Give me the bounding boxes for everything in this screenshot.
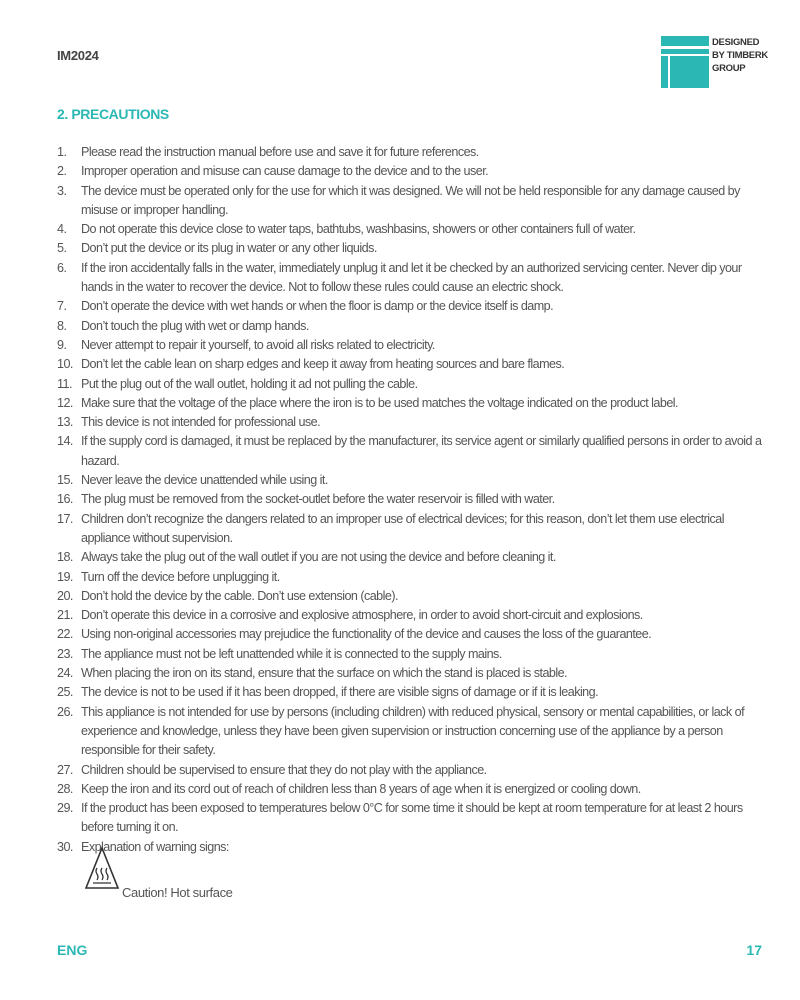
- model-number: IM2024: [57, 48, 99, 63]
- page-number: 17: [746, 942, 762, 958]
- logo-line-3: GROUP: [712, 63, 746, 74]
- precaution-number: 28.: [57, 781, 73, 796]
- precaution-text: If the iron accidentally falls in the water, immediately unplug it and let it be checked by an authorized servicing center. Never dip your hands in the water to recover the device. Not to follow these rules could cause an electric shock.: [81, 260, 742, 295]
- precaution-text: When placing the iron on its stand, ensure that the surface on which the stand is placed is stable.: [81, 666, 568, 681]
- precaution-item: [57, 394, 765, 413]
- precaution-number: 20.: [57, 588, 73, 603]
- precaution-number: 17.: [57, 511, 73, 526]
- precaution-item: [57, 761, 765, 780]
- precaution-text: Never attempt to repair it yourself, to avoid all risks related to electricity.: [81, 337, 435, 352]
- warning-caption: Caution! Hot surface: [122, 885, 233, 900]
- precaution-item: [57, 683, 765, 702]
- precaution-item: [57, 664, 765, 683]
- precaution-item: [57, 645, 765, 664]
- precaution-number: 18.: [57, 550, 73, 565]
- precaution-text: Make sure that the voltage of the place where the iron is to be used matches the voltage indicated on the product label.: [81, 395, 678, 410]
- precaution-item: [57, 587, 765, 606]
- hot-surface-icon: [84, 846, 120, 890]
- precaution-number: 15.: [57, 473, 73, 488]
- precaution-text: Improper operation and misuse can cause damage to the device and to the user.: [81, 164, 489, 179]
- precaution-number: 2.: [57, 164, 67, 179]
- warning-sign: [84, 846, 384, 906]
- precaution-text: Children should be supervised to ensure that they do not play with the appliance.: [81, 762, 487, 777]
- precaution-text: Keep the iron and its cord out of reach of children less than 8 years of age when it is energized or cooling down.: [81, 781, 641, 796]
- precaution-number: 6.: [57, 260, 67, 275]
- precaution-item: [57, 490, 765, 509]
- precaution-number: 4.: [57, 222, 67, 237]
- precaution-text: This appliance is not intended for use by persons (including children) with reduced physical, sensory or mental capabilities, or lack of experience and knowledge, unless they have been given supervision or instruction concerning use of the appliance by a person responsible for their safety.: [81, 704, 745, 758]
- precaution-number: 19.: [57, 569, 73, 584]
- precaution-number: 11.: [57, 376, 72, 391]
- precaution-item: [57, 239, 765, 258]
- precaution-item: [57, 606, 765, 625]
- precaution-number: 5.: [57, 241, 67, 256]
- precaution-number: 14.: [57, 434, 73, 449]
- precaution-item: [57, 625, 765, 644]
- precaution-number: 13.: [57, 415, 73, 430]
- precaution-item: [57, 143, 765, 162]
- precaution-item: [57, 432, 765, 471]
- precaution-text: Always take the plug out of the wall outlet if you are not using the device and before cleaning it.: [81, 550, 556, 565]
- precaution-text: Don’t operate this device in a corrosive and explosive atmosphere, in order to avoid short-circuit and explosions.: [81, 608, 643, 623]
- precaution-text: Don’t hold the device by the cable. Don’t use extension (cable).: [81, 588, 398, 603]
- precaution-number: 21.: [57, 608, 73, 623]
- precaution-number: 8.: [57, 318, 67, 333]
- precaution-item: [57, 220, 765, 239]
- precaution-item: [57, 355, 765, 374]
- precaution-number: 7.: [57, 299, 67, 314]
- precaution-text: Please read the instruction manual before use and save it for future references.: [81, 145, 479, 159]
- precaution-number: 22.: [57, 627, 73, 642]
- precaution-text: Put the plug out of the wall outlet, holding it ad not pulling the cable.: [81, 376, 418, 391]
- section-title: 2. PRECAUTIONS: [57, 106, 169, 122]
- precaution-item: [57, 162, 765, 181]
- precaution-text: Don’t put the device or its plug in water or any other liquids.: [81, 241, 377, 256]
- precaution-item: [57, 471, 765, 490]
- precaution-number: 10.: [57, 357, 73, 372]
- precaution-text: Explanation of warning signs:: [81, 839, 229, 854]
- precaution-number: 24.: [57, 666, 73, 681]
- precaution-number: 1.: [57, 145, 67, 159]
- logo-text: [712, 36, 768, 75]
- precaution-item: [57, 317, 765, 336]
- precaution-text: The device must be operated only for the use for which it was designed. We will not be held responsible for any damage caused by misuse or improper handling.: [81, 183, 740, 217]
- precaution-text: This device is not intended for professional use.: [81, 415, 321, 430]
- precaution-item: [57, 568, 765, 587]
- precaution-text: Don’t touch the plug with wet or damp hands.: [81, 318, 309, 333]
- precaution-number: 3.: [57, 183, 67, 198]
- precaution-item: [57, 336, 765, 355]
- precaution-number: 25.: [57, 685, 73, 700]
- precaution-number: 12.: [57, 395, 73, 410]
- precaution-number: 16.: [57, 492, 73, 507]
- precaution-item: [57, 548, 765, 567]
- precaution-text: If the supply cord is damaged, it must be replaced by the manufacturer, its service agent or similarly qualified persons in order to avoid a hazard.: [81, 434, 762, 468]
- precaution-text: The appliance must not be left unattended while it is connected to the supply mains.: [81, 646, 502, 661]
- precaution-text: Don’t operate the device with wet hands or when the floor is damp or the device itself is damp.: [81, 299, 554, 314]
- precaution-item: [57, 510, 765, 549]
- precaution-number: 27.: [57, 762, 73, 777]
- logo-line-2: BY TIMBERK: [712, 50, 768, 61]
- footer-language: ENG: [57, 942, 88, 958]
- precaution-text: Turn off the device before unplugging it.: [81, 569, 280, 584]
- logo-mark-icon: [661, 36, 709, 88]
- precaution-number: 23.: [57, 646, 73, 661]
- precaution-number: 29.: [57, 801, 73, 816]
- precaution-item: [57, 780, 765, 799]
- precaution-number: 26.: [57, 704, 73, 719]
- precaution-text: Using non-original accessories may prejudice the functionality of the device and causes the loss of the guarantee.: [81, 627, 652, 642]
- precautions-list: [57, 143, 765, 857]
- precaution-text: The device is not to be used if it has been dropped, if there are visible signs of damage or if it is leaking.: [81, 685, 599, 700]
- precaution-item: [57, 375, 765, 394]
- precaution-text: Never leave the device unattended while using it.: [81, 473, 328, 488]
- precaution-item: [57, 413, 765, 432]
- precaution-number: 9.: [57, 337, 67, 352]
- precaution-text: If the product has been exposed to temperatures below 0°C for some time it should be kept at room temperature for at least 2 hours before turning it on.: [81, 801, 743, 835]
- logo-line-1: DESIGNED: [712, 37, 760, 48]
- precaution-item: [57, 182, 765, 221]
- precaution-text: Children don’t recognize the dangers related to an improper use of electrical devices; for this reason, don’t let them use electrical appliance without supervision.: [81, 511, 724, 545]
- precaution-text: The plug must be removed from the socket-outlet before the water reservoir is filled with water.: [81, 492, 555, 507]
- timberk-logo: [661, 36, 771, 88]
- precaution-item: [57, 703, 765, 761]
- precaution-item: [57, 297, 765, 316]
- precaution-item: [57, 259, 765, 298]
- precaution-text: Do not operate this device close to water taps, bathtubs, washbasins, showers or other containers full of water.: [81, 222, 636, 237]
- precaution-text: Don’t let the cable lean on sharp edges and keep it away from heating sources and bare flames.: [81, 357, 565, 372]
- precaution-number: 30.: [57, 839, 73, 854]
- precaution-item: [57, 799, 765, 838]
